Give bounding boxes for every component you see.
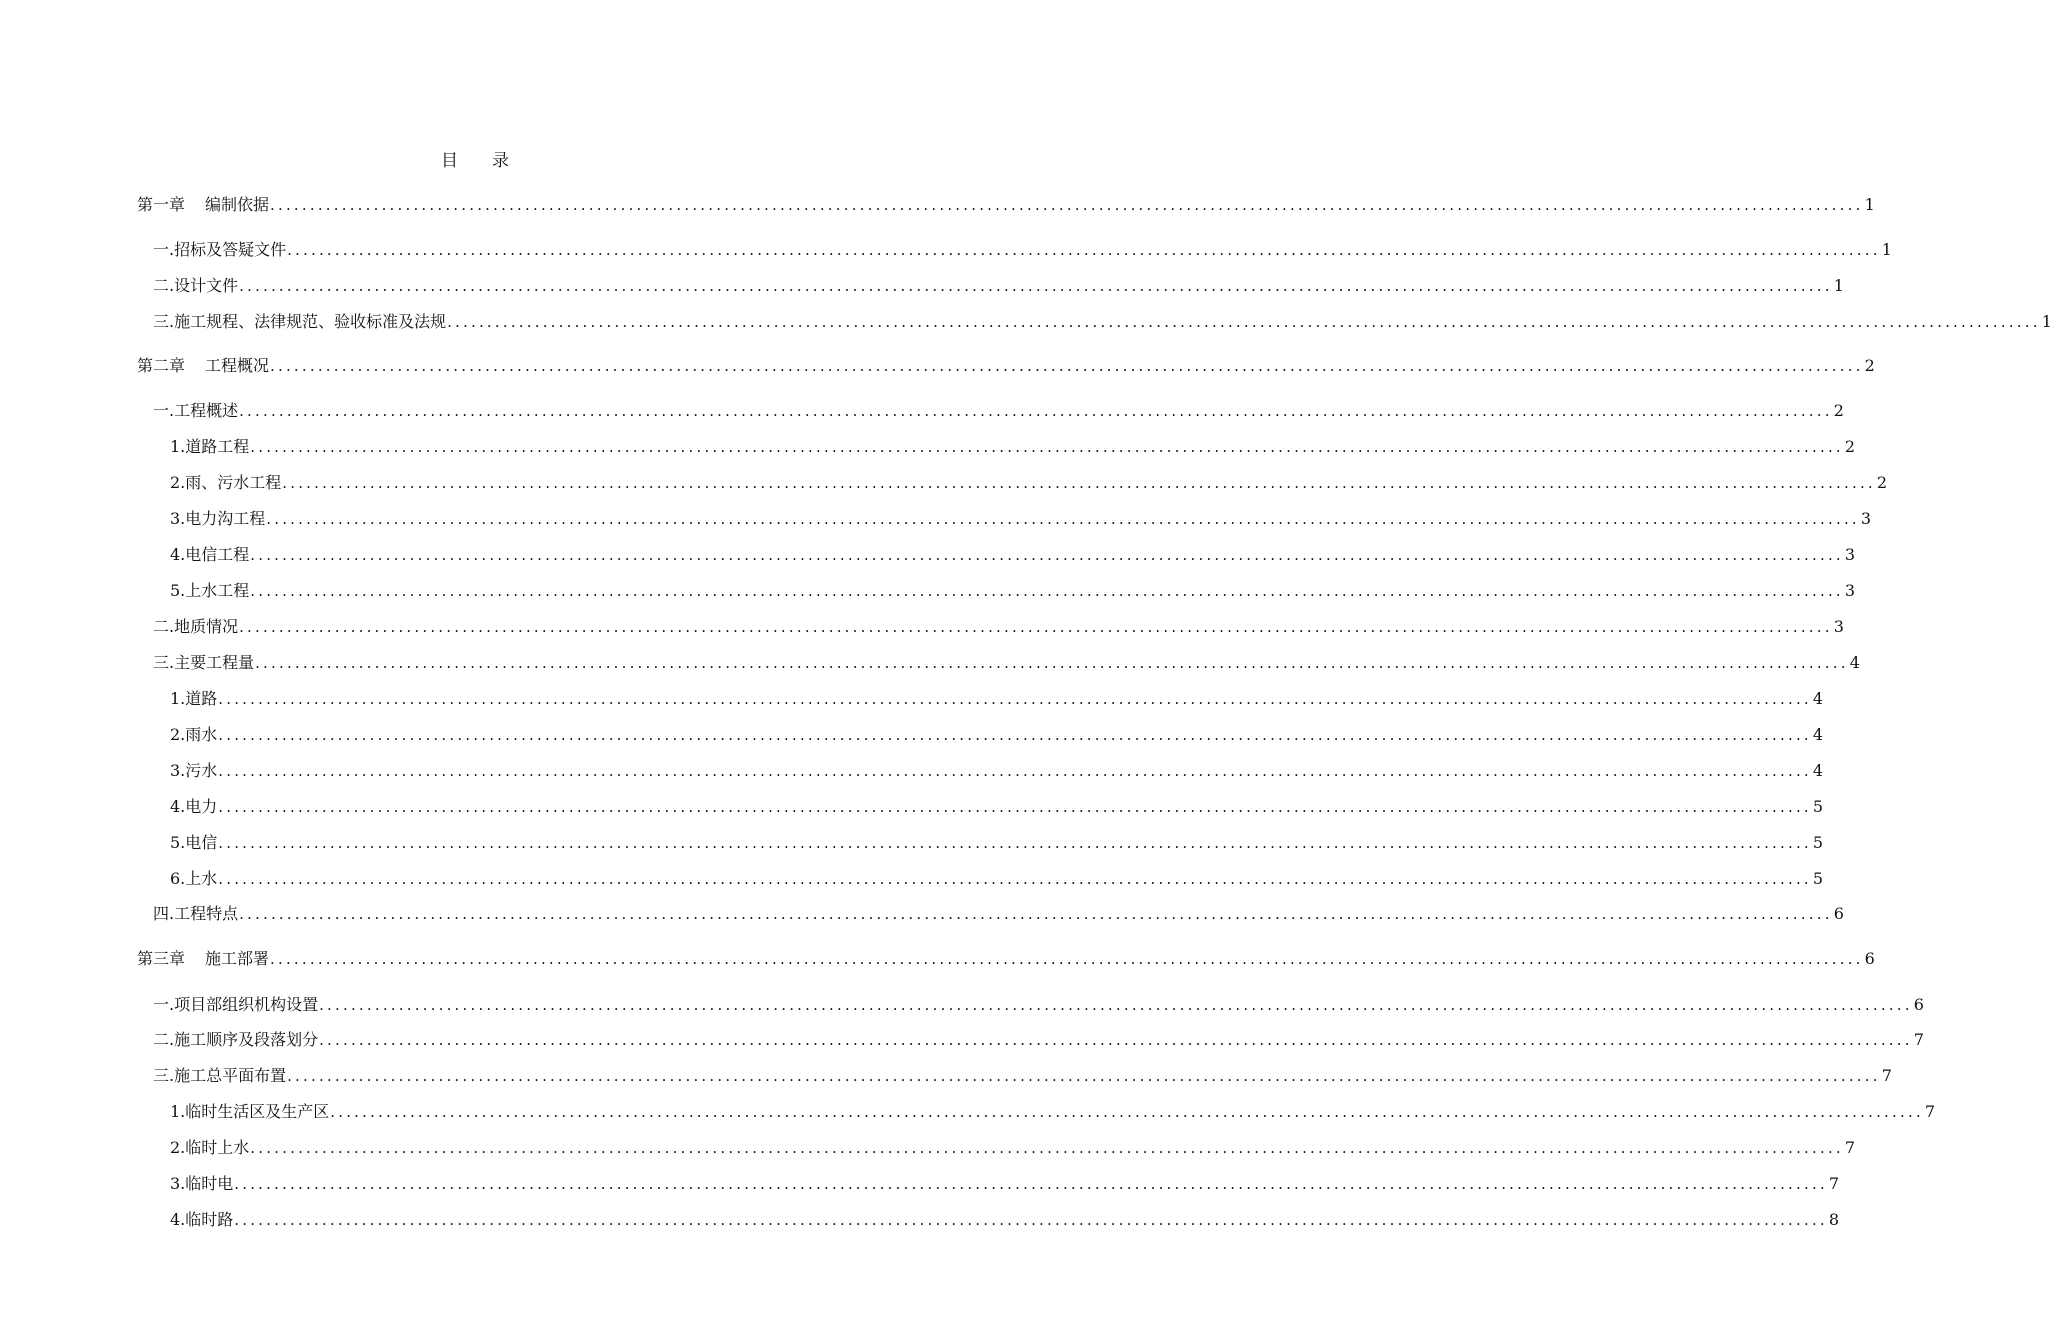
page-number: 2 [1864, 356, 1875, 375]
dot-leader: ........................................................................................................................................................................................................ [319, 1031, 1913, 1049]
dot-leader: ........................................................................................................................................................................................................ [239, 402, 1833, 420]
toc-subsection[interactable] [137, 1172, 1840, 1196]
toc-subsection[interactable] [137, 1100, 1936, 1124]
dot-leader: ........................................................................................................................................................................................................ [218, 726, 1812, 744]
dot-leader: ........................................................................................................................................................................................................ [447, 313, 2041, 331]
dot-leader: ........................................................................................................................................................................................................ [239, 618, 1833, 636]
page-number: 3 [1844, 581, 1856, 600]
dot-leader: ........................................................................................................................................................................................................ [319, 996, 1913, 1014]
toc-entry-text: 5.上水工程 [170, 581, 250, 600]
toc-section[interactable] [137, 1028, 1924, 1052]
toc-title-char-1: 目 [441, 151, 458, 171]
toc-entry-text: 4.电力 [170, 797, 218, 816]
toc-entry-text: 3.污水 [170, 761, 218, 780]
page-number: 8 [1828, 1210, 1840, 1229]
toc-entry-text: 4.临时路 [170, 1210, 234, 1229]
dot-leader: ........................................................................................................................................................................................................ [218, 690, 1812, 708]
toc-entry-text: 2.临时上水 [170, 1138, 250, 1157]
toc-entry-text: 二.地质情况 [153, 617, 239, 636]
page-number: 3 [1844, 545, 1856, 564]
page-number: 6 [1833, 904, 1844, 923]
toc-title [0, 146, 950, 171]
dot-leader: ........................................................................................................................................................................................................ [234, 1211, 1828, 1229]
toc-entry-text [137, 947, 269, 971]
page-number: 4 [1812, 689, 1824, 708]
toc-section[interactable] [137, 238, 1892, 262]
toc-entry-text: 二.施工顺序及段落划分 [153, 1030, 319, 1049]
toc-subsection[interactable] [137, 579, 1856, 603]
toc-entry-text: 一.项目部组织机构设置 [153, 995, 319, 1014]
toc-chapter-3[interactable] [137, 947, 1875, 971]
toc-entry-text: 1.道路工程 [170, 437, 250, 456]
page-number: 7 [1881, 1066, 1892, 1085]
page-number: 7 [1913, 1030, 1924, 1049]
chapter-number: 第一章 [137, 195, 186, 214]
toc-entry-text: 2.雨水 [170, 725, 218, 744]
toc-entry-text: 一.招标及答疑文件 [153, 240, 287, 259]
toc-subsection[interactable] [137, 1136, 1856, 1160]
page-number: 3 [1833, 617, 1844, 636]
dot-leader: ........................................................................................................................................................................................................ [218, 762, 1812, 780]
dot-leader: ........................................................................................................................................................................................................ [218, 798, 1812, 816]
dot-leader: ........................................................................................................................................................................................................ [250, 546, 1844, 564]
page-number: 6 [1864, 949, 1875, 968]
toc-entry-text: 3.临时电 [170, 1174, 234, 1193]
chapter-title: 工程概况 [205, 356, 270, 375]
dot-leader: ........................................................................................................................................................................................................ [250, 438, 1844, 456]
dot-leader: ........................................................................................................................................................................................................ [282, 474, 1876, 492]
page-number: 7 [1844, 1138, 1856, 1157]
chapter-title: 编制依据 [205, 195, 270, 214]
page-number: 4 [1812, 725, 1824, 744]
toc-entry-text [137, 193, 269, 217]
dot-leader: ........................................................................................................................................................................................................ [250, 1139, 1844, 1157]
dot-leader: ........................................................................................................................................................................................................ [287, 1067, 1881, 1085]
toc-entry-text: 一.工程概述 [153, 401, 239, 420]
page-number: 1 [1881, 240, 1892, 259]
dot-leader: ........................................................................................................................................................................................................ [234, 1175, 1828, 1193]
dot-leader: ........................................................................................................................................................................................................ [255, 654, 1849, 672]
toc-subsection[interactable] [137, 687, 1824, 711]
toc-subsection[interactable] [137, 1208, 1840, 1232]
page-number: 1 [1833, 276, 1844, 295]
toc-subsection[interactable] [137, 507, 1872, 531]
toc-entry-text: 1.临时生活区及生产区 [170, 1102, 330, 1121]
page-number: 5 [1812, 797, 1824, 816]
toc-subsection[interactable] [137, 795, 1824, 819]
page-number: 1 [1864, 195, 1875, 214]
toc-section[interactable] [137, 399, 1844, 423]
toc-entry-text: 2.雨、污水工程 [170, 473, 282, 492]
toc-subsection[interactable] [137, 435, 1856, 459]
toc-subsection[interactable] [137, 831, 1824, 855]
page-number: 5 [1812, 833, 1824, 852]
dot-leader: ........................................................................................................................................................................................................ [266, 510, 1860, 528]
toc-section[interactable] [137, 651, 1860, 675]
toc-section[interactable] [137, 993, 1924, 1017]
toc-subsection[interactable] [137, 471, 1888, 495]
toc-subsection[interactable] [137, 723, 1824, 747]
toc-title-char-2: 录 [492, 151, 509, 171]
toc-entry-text: 1.道路 [170, 689, 218, 708]
toc-entry-text [137, 354, 269, 378]
page-number: 3 [1860, 509, 1872, 528]
toc-chapter-2[interactable] [137, 354, 1875, 378]
page-number: 2 [1844, 437, 1856, 456]
dot-leader: ........................................................................................................................................................................................................ [270, 196, 1864, 214]
chapter-title: 施工部署 [205, 949, 270, 968]
toc-subsection[interactable] [137, 759, 1824, 783]
dot-leader: ........................................................................................................................................................................................................ [239, 277, 1833, 295]
page-number: 6 [1913, 995, 1924, 1014]
toc-entry-text: 二.设计文件 [153, 276, 239, 295]
page-number: 5 [1812, 869, 1824, 888]
page-number: 2 [1833, 401, 1844, 420]
toc-section[interactable] [137, 1064, 1892, 1088]
page-number: 7 [1924, 1102, 1936, 1121]
page-number: 7 [1828, 1174, 1840, 1193]
chapter-number: 第二章 [137, 356, 186, 375]
dot-leader: ........................................................................................................................................................................................................ [270, 950, 1864, 968]
dot-leader: ........................................................................................................................................................................................................ [330, 1103, 1924, 1121]
toc-entry-text: 三.施工总平面布置 [153, 1066, 287, 1085]
toc-entry-text: 四.工程特点 [153, 904, 239, 923]
toc-chapter-1[interactable] [137, 193, 1875, 217]
page-number: 2 [1876, 473, 1888, 492]
toc-entry-text: 3.电力沟工程 [170, 509, 266, 528]
page-number: 4 [1812, 761, 1824, 780]
toc-entry-text: 6.上水 [170, 869, 218, 888]
chapter-number: 第三章 [137, 949, 186, 968]
dot-leader: ........................................................................................................................................................................................................ [250, 582, 1844, 600]
toc-section[interactable] [137, 615, 1844, 639]
toc-entry-text: 三.施工规程、法律规范、验收标准及法规 [153, 312, 447, 331]
toc-section[interactable] [137, 310, 2052, 334]
toc-section[interactable] [137, 902, 1844, 926]
toc-subsection[interactable] [137, 867, 1824, 891]
dot-leader: ........................................................................................................................................................................................................ [239, 905, 1833, 923]
page-number: 1 [2041, 312, 2052, 331]
toc-entry-text: 5.电信 [170, 833, 218, 852]
toc-section[interactable] [137, 274, 1844, 298]
toc-subsection[interactable] [137, 543, 1856, 567]
toc-entry-text: 4.电信工程 [170, 545, 250, 564]
dot-leader: ........................................................................................................................................................................................................ [270, 357, 1864, 375]
dot-leader: ........................................................................................................................................................................................................ [287, 241, 1881, 259]
dot-leader: ........................................................................................................................................................................................................ [218, 870, 1812, 888]
dot-leader: ........................................................................................................................................................................................................ [218, 834, 1812, 852]
page-number: 4 [1849, 653, 1860, 672]
toc-entry-text: 三.主要工程量 [153, 653, 255, 672]
